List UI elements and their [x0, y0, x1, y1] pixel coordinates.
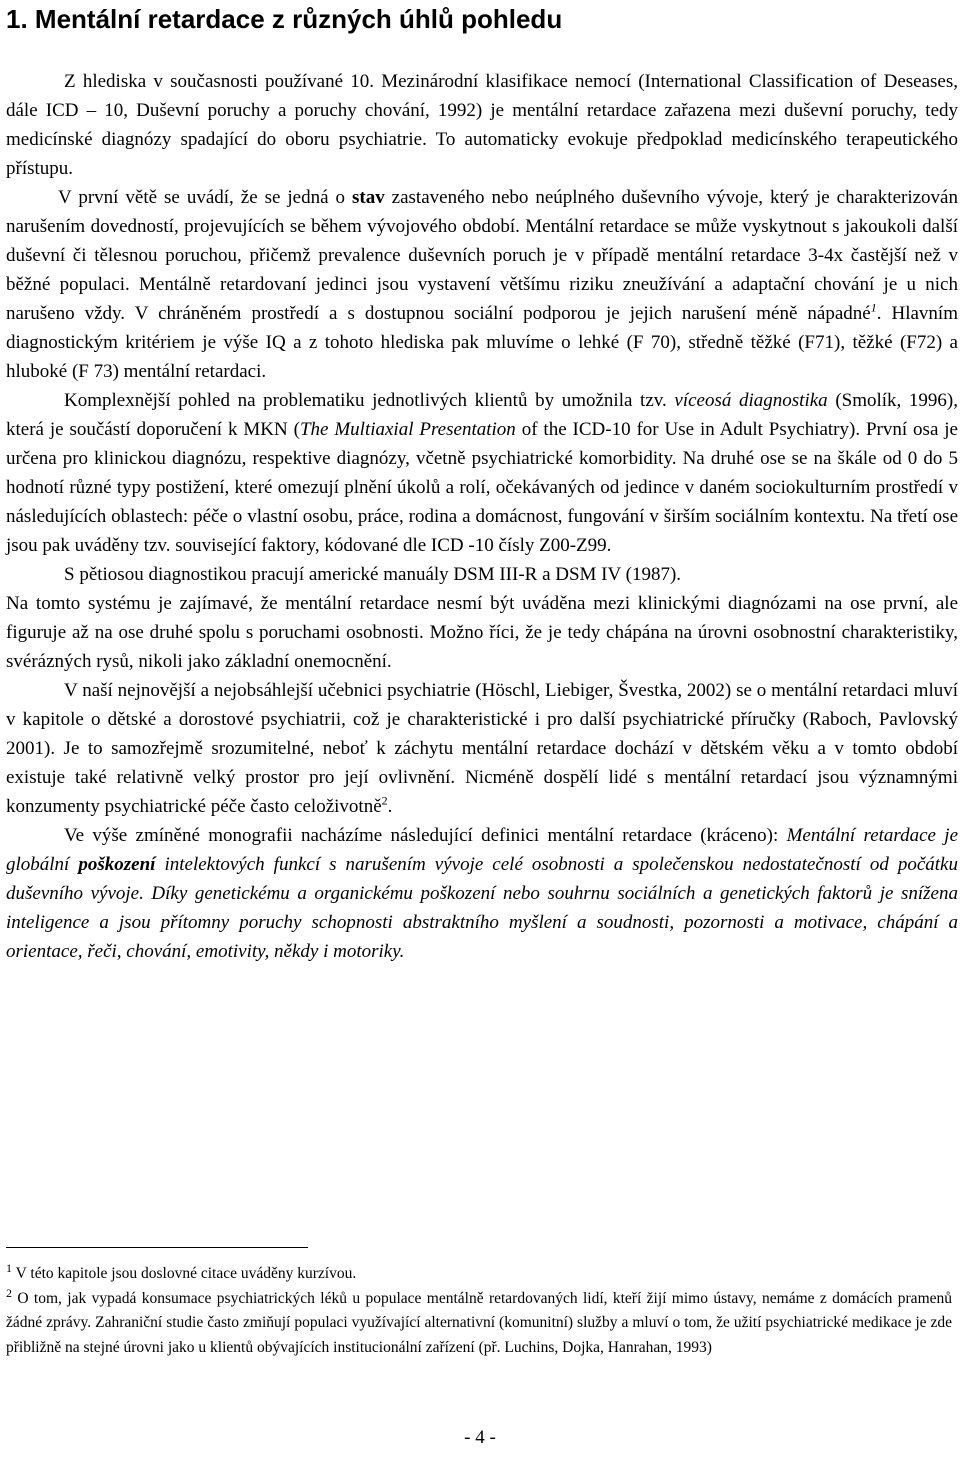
paragraph-textbook: [6, 676, 958, 821]
footnote-text: O tom, jak vypadá konsumace psychiatrických léků u populace mentálně retardovaných lidí, kteří žijí mimo ústavy, nemáme z domácích pramenů žádné zprávy. Zahraniční studie často zmiňují populaci využívající alternativní (komunitní) služby a mluví o tom, že užití psychiatrické medikace je zde přibližně na stejné úrovni jako u klientů obývajících institucionální zařízení (př. Luchins, Dojka, Hanrahan, 1993): [6, 1289, 952, 1356]
footnote-separator: [6, 1247, 308, 1248]
footnote-text: V této kapitole jsou doslovné citace uváděny kurzívou.: [12, 1265, 357, 1282]
text-run: . Hlavním diagnostickým kritériem je výše IQ a z tohoto hlediska pak mluvíme o lehké (F 70), středně těžké (F71), těžké (F72) a hluboké (F 73) mentální retardaci.: [6, 303, 958, 382]
text-run: Komplexnější pohled na problematiku jednotlivých klientů by umožnila tzv.: [64, 390, 675, 411]
footnote-ref-1: 1: [870, 300, 877, 315]
paragraph-icd: Z hlediska v současnosti používané 10. Mezinárodní klasifikace nemocí (International Classification of Deseases, dále ICD – 10, Duševní poruchy a poruchy chování, 1992) je mentální retardace zařazena mezi duševní poruchy, tedy medicínské diagnózy spadající do oboru psychiatrie. To automaticky evokuje předpoklad medicínského terapeutického přístupu.: [6, 71, 958, 179]
text-run: Ve výše zmíněné monografii nacházíme následující definici mentální retardace (kráceno):: [64, 825, 787, 846]
page-number: - 4 -: [464, 1427, 496, 1448]
italic-quote: Mentální retardace je globální: [6, 825, 959, 875]
bold-italic-term: poškození: [78, 854, 156, 875]
chapter-heading: 1. Mentální retardace z různých úhlů pohledu: [6, 4, 563, 34]
body-text: [6, 67, 958, 966]
footnote-number: 1: [6, 1260, 12, 1275]
text-run: V první větě se uvádí, že se jedná o: [58, 187, 352, 208]
paragraph-multiaxial: [6, 386, 958, 560]
text-run: zastaveného nebo neúplného duševního vývoje, který je charakterizován narušením dovedností, projevujících se během vývojového období. Mentální retardace se může vyskytnout s jakoukoli další duševní či tělesnou poruchou, přičemž prevalence duševních poruch je v případě mentální retardace 3-4x častější než v běžné populaci. Mentálně retardovaní jedinci jsou vystavení většímu riziku zneužívání a adaptační chování je u nich narušeno vždy. V chráněném prostředí a s dostupnou sociální podporou je jejich narušení méně nápadné: [6, 187, 958, 324]
text-run: (Smolík, 1996), která je součástí doporučení k MKN (: [6, 390, 959, 440]
footnote-1: [6, 1262, 952, 1287]
italic-term: víceosá diagnostika: [674, 390, 828, 411]
paragraph-dsm: S pětiosou diagnostikou pracují americké manuály DSM III-R a DSM IV (1987).: [64, 564, 682, 585]
paragraph-definition: [6, 183, 958, 386]
italic-title: The Multiaxial Presentation: [299, 419, 516, 440]
footnote-2: [6, 1287, 952, 1361]
paragraph-quote: [6, 821, 958, 966]
footnote-ref-2: 2: [381, 793, 388, 808]
footnote-number: 2: [6, 1285, 12, 1300]
italic-quote: intelektových funkcí s narušením vývoje celé osobnosti a společenskou nedostatečností od počátku duševního vývoje. Díky genetickému a organickému poškození nebo souhrnu sociálních a genetických faktorů je snížena inteligence a jsou přítomny poruchy schopnosti abstraktního myšlení a soudnosti, pozornosti a motivace, chápání a orientace, řeči, chování, emotivity, někdy i motoriky.: [6, 854, 958, 962]
text-run: V naší nejnovější a nejobsáhlejší učebnici psychiatrie (Höschl, Liebiger, Švestka, 2002) se o mentální retardaci mluví v kapitole o dětské a dorostové psychiatrii, což je charakteristické i pro další psychiatrické příručky (Raboch, Pavlovský 2001). Je to samozřejmě srozumitelné, neboť k záchytu mentální retardace dochází v dětském věku a v tomto období existuje také relativně velký prostor pro její ovlivnění. Nicméně dospělí lidé s mentální retardací jsou významnými konzumenty psychiatrické péče často celoživotně: [6, 680, 958, 817]
document-page: [6, 0, 959, 1356]
footnotes: [6, 1262, 952, 1360]
paragraph-system: Na tomto systému je zajímavé, že mentální retardace nesmí být uváděna mezi klinickými diagnózami na ose první, ale figuruje až na ose druhé spolu s poruchami osobnosti. Možno říci, že je tedy chápána na úrovni osobnostní charakteristiky, svérázných rysů, nikoli jako základní onemocnění.: [6, 593, 958, 672]
bold-term-stav: stav: [351, 187, 385, 208]
text-run: of the ICD-10 for Use in Adult Psychiatry). První osa je určena pro klinickou diagnózu, respektive diagnózy, včetně psychiatrické komorbidity. Na druhé ose se na škále od 0 do 5 hodnotí různé typy postižení, které omezují plnění úkolů a rolí, očekávaných od jedince v daném sociokulturním prostředí v následujících oblastech: péče o vlastní osobu, práce, rodina a domácnost, fungování v širším sociálním kontextu. Na třetí ose jsou pak uváděny tzv. související faktory, kódované dle ICD -10 čísly Z00-Z99.: [6, 419, 958, 556]
text-run: .: [387, 796, 393, 817]
